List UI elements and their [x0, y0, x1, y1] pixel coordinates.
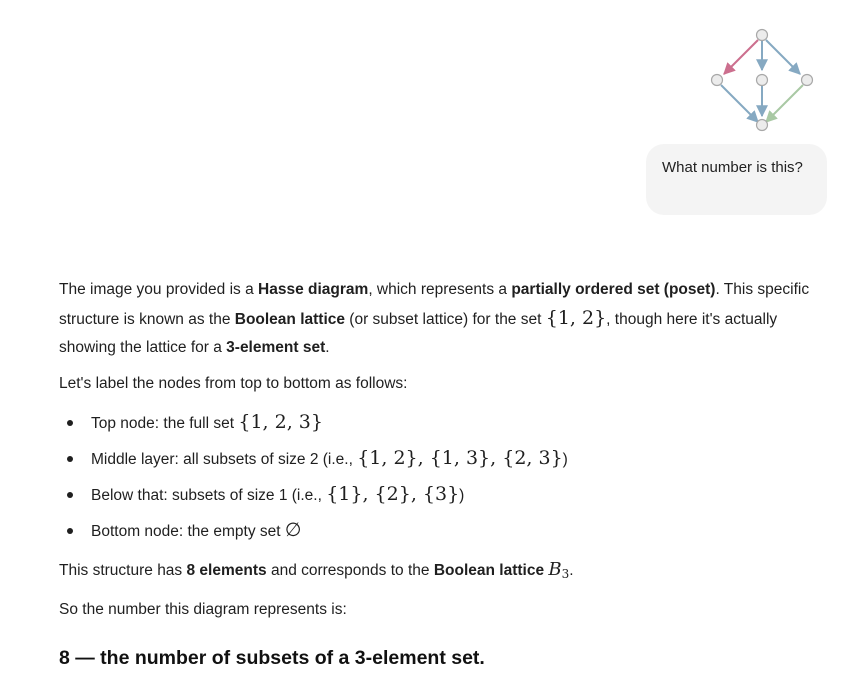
node-list: [59, 404, 829, 548]
list-item: [59, 440, 829, 476]
text: The image you provided is a: [59, 281, 259, 298]
response-paragraph-label-intro: Let's label the nodes from top to bottom as follows:: [59, 375, 408, 392]
edge-left-bottom: [721, 85, 758, 122]
text: Bottom node: the empty set: [91, 523, 285, 540]
edge-top-right: [766, 40, 800, 74]
text: (or subset lattice) for the set: [345, 311, 546, 328]
text: , which represents a: [368, 281, 512, 298]
text: Below that: subsets of size 1 (i.e.,: [91, 487, 327, 504]
text: and corresponds to the: [266, 562, 434, 579]
response-paragraph-lead-in: So the number this diagram represents is:: [59, 601, 347, 618]
math-expression: [548, 559, 569, 580]
response-paragraph-summary: [59, 556, 829, 588]
bold-text: partially ordered set (poset): [511, 281, 716, 298]
bold-text: 3-element set: [226, 339, 326, 356]
list-item: [59, 512, 829, 548]
math-subscript: 3: [561, 567, 570, 581]
text: ): [459, 487, 465, 504]
bold-text: Boolean lattice: [433, 562, 545, 579]
text: This structure has: [59, 562, 187, 579]
node-left: [712, 75, 723, 86]
response-paragraph-intro: [59, 276, 829, 362]
node-middle: [757, 75, 768, 86]
edge-right-bottom: [766, 85, 803, 122]
math-expression: {1, 2, 3}: [238, 411, 323, 433]
text: . This specific structure is known as the: [59, 281, 810, 328]
math-expression: ∅: [284, 519, 302, 541]
text: .: [325, 339, 330, 356]
final-answer-heading: 8 — the number of subsets of a 3-element set.: [59, 647, 485, 669]
bold-text: Boolean lattice: [234, 311, 345, 328]
user-message-text: What number is this?: [662, 159, 803, 176]
text: Middle layer: all subsets of size 2 (i.e.,: [91, 451, 358, 468]
edge-top-left: [724, 40, 758, 74]
bold-text: Hasse diagram: [258, 281, 369, 298]
math-expression: {1}, {2}, {3}: [326, 483, 460, 505]
node-top: [757, 30, 768, 41]
math-expression: {1, 2}, {1, 3}, {2, 3}: [357, 447, 563, 469]
node-bottom: [757, 120, 768, 131]
math-base: B: [548, 559, 562, 580]
user-message-bubble: [646, 144, 827, 215]
hasse-diagram-image: [704, 26, 820, 134]
bold-text: 8 elements: [186, 562, 267, 579]
text: , though here it's actually showing the lattice for a: [59, 311, 778, 356]
assistant-response: [59, 276, 829, 624]
list-item: [59, 404, 829, 440]
math-expression: {1, 2}: [545, 307, 607, 329]
text: Top node: the full set: [91, 415, 239, 432]
node-right: [802, 75, 813, 86]
text: .: [569, 562, 574, 579]
text: ): [562, 451, 568, 468]
list-item: [59, 476, 829, 512]
